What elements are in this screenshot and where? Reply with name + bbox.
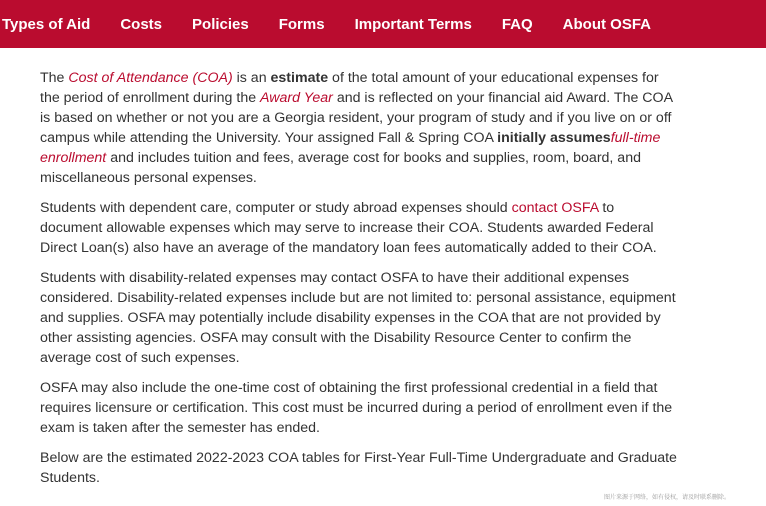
estimate-bold: estimate	[270, 70, 329, 86]
coa-tables-intro-paragraph: Below are the estimated 2022-2023 COA tables for First-Year Full-Time Undergraduate and Graduate Students.	[40, 450, 677, 486]
professional-credential-paragraph: OSFA may also include the one-time cost of obtaining the first professional credential in a field that requires licensure or certification. This cost must be incurred during a period of enrollment even if the exam is taken after the semester has ended.	[40, 380, 673, 436]
nav-forms[interactable]: Forms	[278, 15, 325, 33]
p1-text-3: of the total amount of your educational expenses for the period of enrollment during the	[40, 70, 659, 106]
nav-faq[interactable]: FAQ	[501, 15, 533, 33]
p2-text-1: Students with dependent care, computer or study abroad expenses should	[40, 200, 512, 216]
nav-about-osfa[interactable]: About OSFA	[562, 15, 651, 33]
nav-important-terms[interactable]: Important Terms	[354, 15, 472, 33]
dependent-care-paragraph	[40, 198, 680, 258]
p1-text-5: and includes tuition and fees, average cost for books and supplies, room, board, and miscellaneous personal expenses.	[40, 150, 641, 186]
cost-of-attendance-link[interactable]: Cost of Attendance (COA)	[68, 70, 233, 86]
disability-paragraph: Students with disability-related expenses may contact OSFA to have their additional expenses considered. Disability-related expenses include but are not limited to: personal assistance, equipment and supplies. OSFA may potentially include disability expenses in the COA that are not provided by other assisting agencies. OSFA may consult with the Disability Resource Center to confirm the average cost of such expenses.	[40, 270, 676, 366]
coa-intro-paragraph	[40, 68, 680, 188]
main-content	[40, 68, 680, 498]
contact-osfa-link[interactable]: contact OSFA	[511, 200, 599, 216]
p2-text-2: to document allowable expenses which may serve to increase their COA. Students awarded Federal Direct Loan(s) also have an average of the mandatory loan fees automatically added to their COA.	[40, 200, 657, 256]
initially-assumes-bold: initially assumes	[497, 130, 611, 146]
nav-policies[interactable]: Policies	[192, 15, 249, 33]
full-time-enrollment-link[interactable]: full-time enrollment	[40, 130, 661, 166]
watermark-text: 图片来源于网络，如有侵权，请及时联系删除。	[603, 495, 730, 501]
nav-costs[interactable]: Costs	[120, 15, 163, 33]
p1-text-1: The	[40, 70, 69, 86]
p1-text-4: and is reflected on your financial aid Award. The COA is based on whether or not you are a Georgia resident, your program of study and if you live on or off campus while attending the University. Your assigned Fall & Spring COA	[40, 90, 673, 146]
award-year-link[interactable]: Award Year	[260, 90, 333, 106]
p1-text-2: is an	[232, 70, 271, 86]
nav-types-of-aid[interactable]: Types of Aid	[2, 15, 91, 33]
top-navigation	[0, 0, 766, 48]
